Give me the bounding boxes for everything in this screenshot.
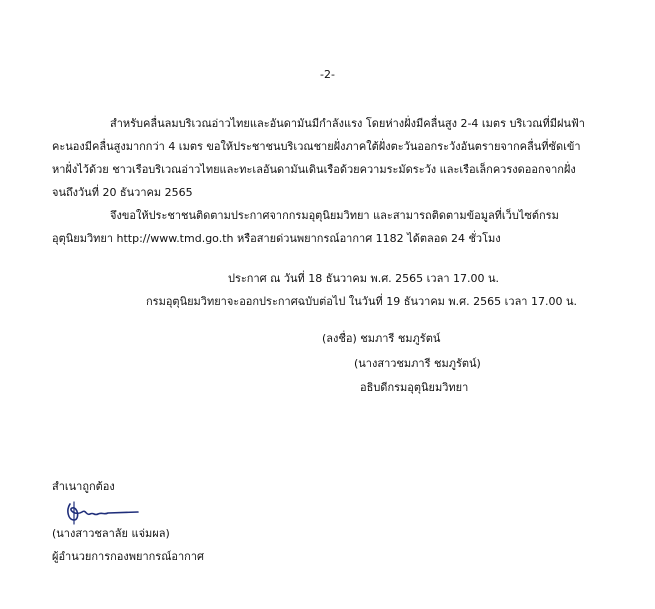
certifier-title: ผู้อำนวยการกองพยากรณ์อากาศ bbox=[52, 550, 205, 563]
certifier-name: (นางสาวชลาลัย แจ่มผล) bbox=[52, 527, 170, 540]
paragraph-1-line-3: หาฝั่งไว้ด้วย ชาวเรือบริเวณอ่าวไทยและทะเลอันดามันเดินเรือด้วยความระมัดระวัง และเรือเล็กควรงดออกจากฝั่ง bbox=[52, 163, 576, 176]
certified-label: สำเนาถูกต้อง bbox=[52, 480, 115, 493]
signatory-title: อธิบดีกรมอุตุนิยมวิทยา bbox=[360, 381, 469, 394]
page-number: -2- bbox=[320, 68, 335, 81]
paragraph-1-line-2: คะนองมีคลื่นสูงมากกว่า 4 เมตร ขอให้ประชาชนบริเวณชายฝั่งภาคใต้ฝั่งตะวันออกระวังอันตรายจากคลื่นที่ซัดเข้า bbox=[52, 140, 581, 153]
next-announcement: กรมอุตุนิยมวิทยาจะออกประกาศฉบับต่อไป ในวันที่ 19 ธันวาคม พ.ศ. 2565 เวลา 17.00 น. bbox=[146, 295, 577, 308]
signature-line: (ลงชื่อ) ชมภารี ชมภูรัตน์ bbox=[322, 332, 441, 345]
paragraph-1-line-1: สำหรับคลื่นลมบริเวณอ่าวไทยและอันดามันมีกำลังแรง โดยห่างฝั่งมีคลื่นสูง 2-4 เมตร บริเวณที่มีฝนฟ้า bbox=[110, 117, 585, 130]
paragraph-2-line-1: จึงขอให้ประชาชนติดตามประกาศจากกรมอุตุนิยมวิทยา และสามารถติดตามข้อมูลที่เว็บไซต์กรม bbox=[110, 209, 559, 222]
signatory-name: (นางสาวชมภารี ชมภูรัตน์) bbox=[354, 357, 481, 370]
paragraph-2-line-2: อุตุนิยมวิทยา http://www.tmd.go.th หรือสายด่วนพยากรณ์อากาศ 1182 ได้ตลอด 24 ชั่วโมง bbox=[52, 232, 501, 245]
issued-date: ประกาศ ณ วันที่ 18 ธันวาคม พ.ศ. 2565 เวลา 17.00 น. bbox=[228, 272, 500, 285]
paragraph-1-line-4: จนถึงวันที่ 20 ธันวาคม 2565 bbox=[52, 186, 193, 199]
